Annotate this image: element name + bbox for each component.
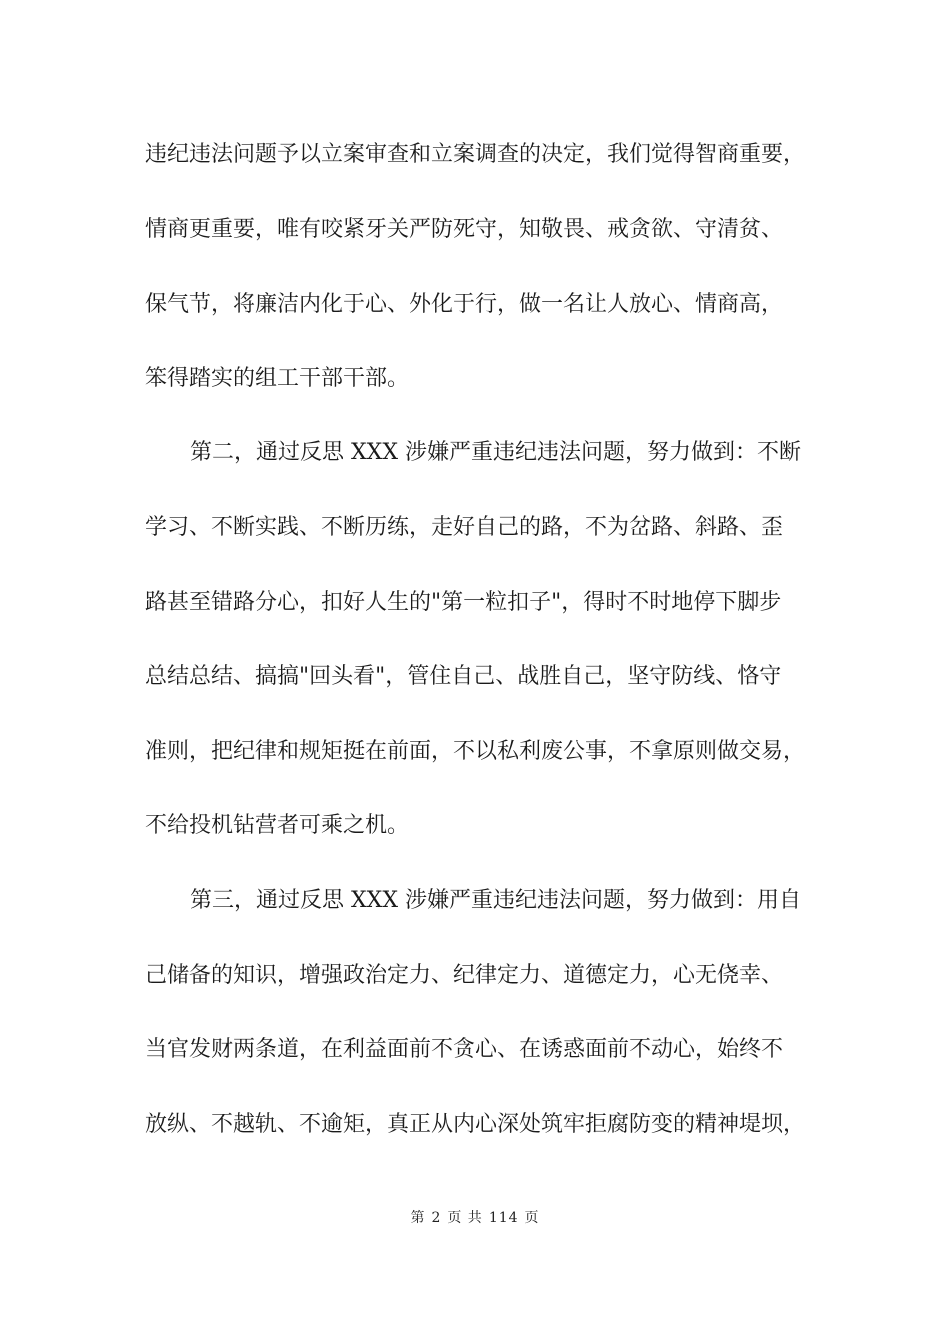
footer-suffix: 页 xyxy=(524,1210,540,1226)
paragraph-start-line: 第三，通过反思 XXX 涉嫌严重违纪违法问题，努力做到：用自 xyxy=(190,888,801,913)
text-line: 笨得踏实的组工干部干部。 xyxy=(145,366,410,391)
text-line: 违纪违法问题予以立案审查和立案调查的决定，我们觉得智商重要， xyxy=(145,142,806,167)
paragraph-start-line: 第二，通过反思 XXX 涉嫌严重违纪违法问题，努力做到：不断 xyxy=(190,440,801,465)
text-line: 路甚至错路分心，扣好人生的"第一粒扣子"，得时不时地停下脚步 xyxy=(145,590,782,615)
footer-prefix: 第 xyxy=(410,1210,426,1226)
text-line: 情商更重要，唯有咬紧牙关严防死守，知敬畏、戒贪欲、守清贫、 xyxy=(145,217,784,242)
footer-middle: 页 共 xyxy=(447,1210,483,1226)
text-line: 当官发财两条道，在利益面前不贪心、在诱惑面前不动心，始终不 xyxy=(145,1037,784,1062)
text-line: 准则，把纪律和规矩挺在前面，不以私利废公事，不拿原则做交易， xyxy=(145,739,806,764)
page-footer xyxy=(0,1208,950,1228)
current-page-number: 2 xyxy=(431,1210,442,1226)
text-line: 保气节，将廉洁内化于心、外化于行，做一名让人放心、情商高， xyxy=(145,292,784,317)
text-line: 总结总结、搞搞"回头看"，管住自己、战胜自己，坚守防线、恪守 xyxy=(145,664,782,689)
text-line: 不给投机钻营者可乘之机。 xyxy=(145,813,410,838)
text-line: 放纵、不越轨、不逾矩，真正从内心深处筑牢拒腐防变的精神堤坝， xyxy=(145,1112,806,1137)
total-pages-number: 114 xyxy=(488,1210,519,1226)
text-line: 学习、不断实践、不断历练，走好自己的路，不为岔路、斜路、歪 xyxy=(145,515,784,540)
text-line: 己储备的知识，增强政治定力、纪律定力、道德定力，心无侥幸、 xyxy=(145,963,784,988)
